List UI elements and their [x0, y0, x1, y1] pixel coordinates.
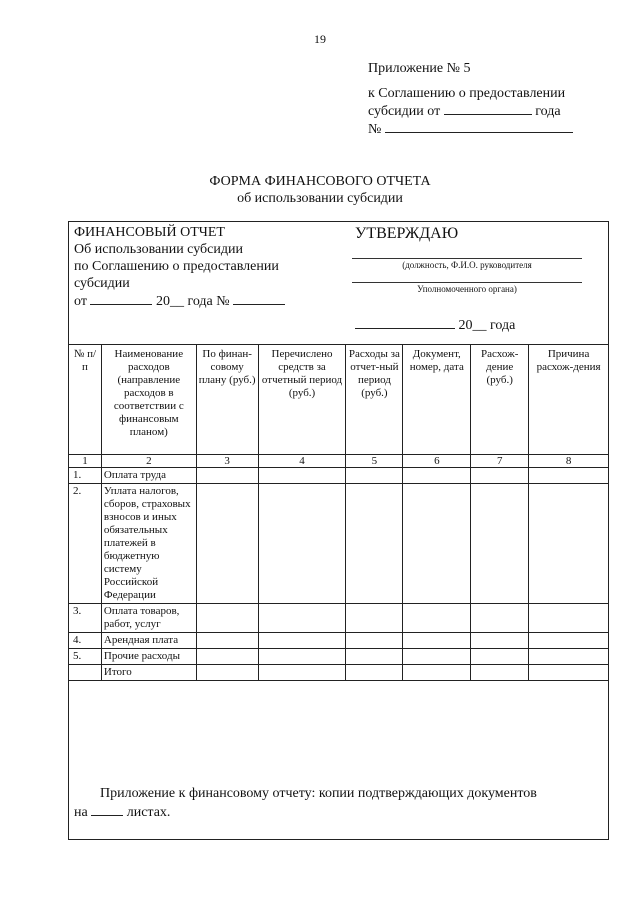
- table-row: [69, 633, 609, 649]
- column-number: 5: [346, 455, 403, 468]
- org-caption: Уполномоченного органа): [417, 284, 517, 294]
- header-cell: Наименование расходов (направление расходов в соответствии с финансовым планом): [101, 345, 196, 455]
- table-cell: [346, 468, 403, 484]
- row-number: 1.: [69, 468, 102, 484]
- report-header: [74, 224, 285, 310]
- header-cell: Перечислено средств за отчетный период (руб.): [258, 345, 346, 455]
- column-number: 1: [69, 455, 102, 468]
- table-cell: [529, 468, 609, 484]
- blank-line: [385, 120, 573, 133]
- report-table: [68, 344, 609, 681]
- header-cell: Причина расхож-дения: [529, 345, 609, 455]
- report-line1: Об использовании субсидии: [74, 242, 243, 257]
- appendix-line2: [368, 102, 573, 120]
- report-line3: субсидии: [74, 276, 130, 291]
- table-row: [69, 468, 609, 484]
- position-caption: (должность, Ф.И.О. руководителя: [402, 260, 532, 270]
- row-name: Арендная плата: [101, 633, 196, 649]
- report-line4-prefix: от: [74, 294, 87, 309]
- table-cell: [529, 649, 609, 665]
- appendix-line3: [368, 120, 573, 138]
- table-row: [69, 649, 609, 665]
- table-cell: [258, 484, 346, 604]
- attachment-note: [74, 785, 604, 822]
- table-cell: [346, 649, 403, 665]
- table-cell: [346, 484, 403, 604]
- header-cell: Документ, номер, дата: [403, 345, 471, 455]
- appendix-title: Приложение № 5: [368, 61, 471, 76]
- table-cell: [529, 633, 609, 649]
- approval-date: [355, 316, 515, 334]
- signature-line: [352, 282, 582, 283]
- row-number: 4.: [69, 633, 102, 649]
- attachment-pages: [74, 803, 604, 822]
- form-title-sub: об использовании субсидии: [237, 191, 403, 206]
- table-cell: [471, 468, 529, 484]
- row-name: Оплата труда: [101, 468, 196, 484]
- report-title: ФИНАНСОВЫЙ ОТЧЕТ: [74, 225, 225, 240]
- table-row: [69, 604, 609, 633]
- attachment-suffix: листах.: [126, 805, 171, 820]
- table-cell: [403, 468, 471, 484]
- table-cell: [346, 665, 403, 681]
- row-number: 2.: [69, 484, 102, 604]
- attachment-prefix: на: [74, 805, 88, 820]
- row-number: 3.: [69, 604, 102, 633]
- column-number-row: [69, 455, 609, 468]
- table-cell: [529, 484, 609, 604]
- signature-line: [352, 258, 582, 259]
- table-cell: [471, 604, 529, 633]
- table-cell: [403, 633, 471, 649]
- table-cell: [403, 484, 471, 604]
- table-cell: [258, 468, 346, 484]
- page-number: 19: [314, 32, 326, 46]
- table-cell: [529, 604, 609, 633]
- blank-line: [91, 803, 123, 816]
- approval-block: [352, 248, 582, 294]
- row-name: Итого: [101, 665, 196, 681]
- table-cell: [196, 484, 258, 604]
- blank-line: [233, 292, 285, 305]
- attachment-text: Приложение к финансовому отчету: копии подтверждающих документов: [100, 786, 537, 801]
- column-number: 4: [258, 455, 346, 468]
- row-number: 5.: [69, 649, 102, 665]
- table-cell: [258, 649, 346, 665]
- header-row: [69, 345, 609, 455]
- report-line4-year: 20__ года №: [155, 294, 230, 309]
- row-name: Оплата товаров, работ, услуг: [101, 604, 196, 633]
- table-cell: [196, 665, 258, 681]
- table-cell: [403, 649, 471, 665]
- header-cell: Расходы за отчет-ный период (руб.): [346, 345, 403, 455]
- column-number: 7: [471, 455, 529, 468]
- table-cell: [471, 633, 529, 649]
- blank-line: [355, 316, 455, 329]
- blank-line: [444, 102, 532, 115]
- form-title: [0, 173, 640, 207]
- table-cell: [471, 484, 529, 604]
- header-cell: По финан-совому плану (руб.): [196, 345, 258, 455]
- appendix-line2-prefix: субсидии от: [368, 104, 441, 119]
- appendix-line3-prefix: №: [368, 122, 382, 137]
- row-name: Уплата налогов, сборов, страховых взносов и иных обязательных платежей в бюджетную систему Российской Федерации: [101, 484, 196, 604]
- appendix-line1: к Соглашению о предоставлении: [368, 86, 566, 101]
- column-number: 6: [403, 455, 471, 468]
- table-cell: [196, 604, 258, 633]
- table-cell: [258, 665, 346, 681]
- blank-line: [90, 292, 152, 305]
- table-cell: [258, 633, 346, 649]
- header-cell: № п/п: [69, 345, 102, 455]
- appendix-line2-suffix: года: [535, 104, 561, 119]
- table-cell: [196, 649, 258, 665]
- header-cell: Расхож-дение (руб.): [471, 345, 529, 455]
- appendix-block: [368, 60, 573, 138]
- table-cell: [346, 633, 403, 649]
- table-cell: [258, 604, 346, 633]
- table-cell: [403, 665, 471, 681]
- column-number: 2: [101, 455, 196, 468]
- approval-title: УТВЕРЖДАЮ: [355, 225, 459, 242]
- column-number: 3: [196, 455, 258, 468]
- row-number: [69, 665, 102, 681]
- table-cell: [529, 665, 609, 681]
- form-title-main: ФОРМА ФИНАНСОВОГО ОТЧЕТА: [209, 174, 431, 189]
- table-row-total: [69, 665, 609, 681]
- row-name: Прочие расходы: [101, 649, 196, 665]
- table-cell: [196, 468, 258, 484]
- table-cell: [196, 633, 258, 649]
- report-line4: [74, 292, 285, 310]
- approval-date-suffix: 20__ года: [458, 318, 516, 333]
- report-line2: по Соглашению о предоставлении: [74, 259, 279, 274]
- table-cell: [471, 649, 529, 665]
- table-cell: [403, 604, 471, 633]
- table-cell: [471, 665, 529, 681]
- table-row: [69, 484, 609, 604]
- table-cell: [346, 604, 403, 633]
- column-number: 8: [529, 455, 609, 468]
